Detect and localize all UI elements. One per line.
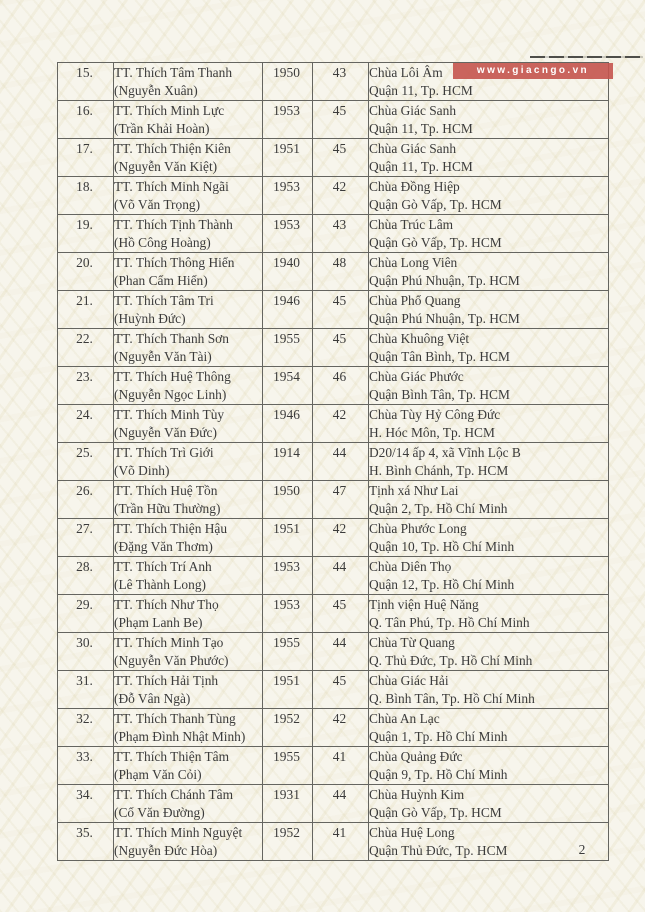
monk-name-cell — [114, 709, 263, 747]
count-cell: 45 — [313, 595, 369, 633]
count-cell: 42 — [313, 709, 369, 747]
count-cell: 45 — [313, 139, 369, 177]
monk-title-name: TT. Thích Minh Ngãi — [114, 179, 229, 194]
monk-title-name: TT. Thích Thiện Hậu — [114, 521, 228, 536]
row-number-cell: 34. — [58, 785, 114, 823]
birth-year-cell: 1953 — [263, 177, 313, 215]
monk-title-name: TT. Thích Tịnh Thành — [114, 217, 233, 232]
monk-birth-name: (Đỗ Vân Ngà) — [114, 690, 191, 706]
monk-title-name: TT. Thích Như Thọ — [114, 597, 219, 612]
monk-birth-name: (Nguyễn Xuân) — [114, 82, 198, 98]
table-row — [58, 367, 609, 405]
table-row — [58, 519, 609, 557]
temple-name: Chùa Tùy Hỷ Công Đức — [369, 407, 501, 422]
monk-birth-name: (Trần Khải Hoàn) — [114, 120, 210, 136]
monk-birth-name: (Phạm Văn Cỏi) — [114, 766, 202, 782]
temple-name: Chùa Giác Sanh — [369, 141, 457, 156]
row-number-cell: 22. — [58, 329, 114, 367]
monk-name-cell — [114, 481, 263, 519]
monk-birth-name: (Phan Cẩm Hiển) — [114, 272, 208, 288]
temple-district: Quận Gò Vấp, Tp. HCM — [369, 234, 502, 250]
table-row — [58, 709, 609, 747]
row-number-cell: 24. — [58, 405, 114, 443]
table-row — [58, 823, 609, 861]
temple-district: H. Bình Chánh, Tp. HCM — [369, 462, 509, 478]
monk-birth-name: (Hồ Công Hoàng) — [114, 234, 211, 250]
temple-district: Quận 1, Tp. Hồ Chí Minh — [369, 728, 508, 744]
temple-address-cell — [369, 595, 609, 633]
temple-name: Chùa Từ Quang — [369, 635, 455, 650]
monk-title-name: TT. Thích Trì Giới — [114, 445, 214, 460]
table-row — [58, 139, 609, 177]
temple-district: Quận 12, Tp. Hồ Chí Minh — [369, 576, 515, 592]
temple-address-cell — [369, 139, 609, 177]
monk-title-name: TT. Thích Tâm Tri — [114, 293, 214, 308]
temple-name: Chùa Khuông Việt — [369, 331, 470, 346]
temple-district: Quận 11, Tp. HCM — [369, 158, 473, 174]
table-row — [58, 253, 609, 291]
temple-name: Chùa Đồng Hiệp — [369, 179, 460, 194]
count-cell: 41 — [313, 747, 369, 785]
temple-district: Quận Tân Bình, Tp. HCM — [369, 348, 510, 364]
monk-title-name: TT. Thích Huệ Tồn — [114, 483, 218, 498]
monk-title-name: TT. Thích Thiện Tâm — [114, 749, 230, 764]
temple-address-cell — [369, 101, 609, 139]
temple-district: Quận 2, Tp. Hồ Chí Minh — [369, 500, 508, 516]
monk-birth-name: (Nguyễn Văn Kiệt) — [114, 158, 218, 174]
temple-district: Quận Phú Nhuận, Tp. HCM — [369, 272, 520, 288]
row-number-cell: 25. — [58, 443, 114, 481]
temple-name: Chùa Quảng Đức — [369, 749, 463, 764]
table-row — [58, 215, 609, 253]
birth-year-cell: 1955 — [263, 633, 313, 671]
temple-name: D20/14 ấp 4, xã Vĩnh Lộc B — [369, 445, 521, 460]
row-number-cell: 29. — [58, 595, 114, 633]
monk-birth-name: (Nguyễn Văn Đức) — [114, 424, 217, 440]
monk-birth-name: (Nguyễn Văn Phước) — [114, 652, 229, 668]
temple-name: Tịnh xá Như Lai — [369, 483, 459, 498]
row-number-cell: 23. — [58, 367, 114, 405]
row-number-cell: 31. — [58, 671, 114, 709]
count-cell: 44 — [313, 633, 369, 671]
count-cell: 45 — [313, 329, 369, 367]
monk-title-name: TT. Thích Thông Hiển — [114, 255, 235, 270]
monk-name-cell — [114, 443, 263, 481]
monk-title-name: TT. Thích Thiện Kiên — [114, 141, 231, 156]
row-number-cell: 21. — [58, 291, 114, 329]
temple-name: Chùa Long Viên — [369, 255, 458, 270]
birth-year-cell: 1951 — [263, 671, 313, 709]
count-cell: 41 — [313, 823, 369, 861]
monk-birth-name: (Lê Thành Long) — [114, 576, 206, 592]
count-cell: 45 — [313, 291, 369, 329]
row-number-cell: 30. — [58, 633, 114, 671]
temple-name: Chùa Phước Long — [369, 521, 467, 536]
birth-year-cell: 1950 — [263, 63, 313, 101]
count-cell: 44 — [313, 785, 369, 823]
table-row — [58, 785, 609, 823]
birth-year-cell: 1953 — [263, 215, 313, 253]
roster-table-body — [58, 63, 609, 861]
temple-address-cell — [369, 557, 609, 595]
birth-year-cell: 1954 — [263, 367, 313, 405]
monk-title-name: TT. Thích Thanh Sơn — [114, 331, 229, 346]
temple-address-cell — [369, 443, 609, 481]
birth-year-cell: 1955 — [263, 747, 313, 785]
temple-address-cell — [369, 671, 609, 709]
temple-address-cell — [369, 709, 609, 747]
row-number-cell: 33. — [58, 747, 114, 785]
temple-district: Quận Gò Vấp, Tp. HCM — [369, 196, 502, 212]
temple-address-cell — [369, 177, 609, 215]
table-row — [58, 291, 609, 329]
birth-year-cell: 1952 — [263, 709, 313, 747]
monk-name-cell — [114, 177, 263, 215]
monk-title-name: TT. Thích Huệ Thông — [114, 369, 231, 384]
birth-year-cell: 1953 — [263, 595, 313, 633]
temple-district: Quận 10, Tp. Hồ Chí Minh — [369, 538, 515, 554]
monk-title-name: TT. Thích Trí Anh — [114, 559, 212, 574]
monk-birth-name: (Đặng Văn Thơm) — [114, 538, 213, 554]
birth-year-cell: 1914 — [263, 443, 313, 481]
temple-name: Chùa Diên Thọ — [369, 559, 452, 574]
temple-district: Quận 11, Tp. HCM — [369, 120, 473, 136]
row-number-cell: 16. — [58, 101, 114, 139]
monk-title-name: TT. Thích Minh Lực — [114, 103, 225, 118]
monk-name-cell — [114, 785, 263, 823]
birth-year-cell: 1951 — [263, 519, 313, 557]
monk-birth-name: (Nguyễn Ngọc Linh) — [114, 386, 227, 402]
count-cell: 45 — [313, 101, 369, 139]
temple-district: Quận 11, Tp. HCM — [369, 82, 473, 98]
birth-year-cell: 1931 — [263, 785, 313, 823]
table-row — [58, 177, 609, 215]
monk-title-name: TT. Thích Minh Nguyệt — [114, 825, 243, 840]
monk-name-cell — [114, 595, 263, 633]
monk-name-cell — [114, 519, 263, 557]
monk-name-cell — [114, 633, 263, 671]
temple-district: Quận Bình Tân, Tp. HCM — [369, 386, 510, 402]
birth-year-cell: 1955 — [263, 329, 313, 367]
monk-name-cell — [114, 215, 263, 253]
table-row — [58, 671, 609, 709]
temple-address-cell — [369, 747, 609, 785]
table-row — [58, 329, 609, 367]
birth-year-cell: 1940 — [263, 253, 313, 291]
monk-name-cell — [114, 101, 263, 139]
monk-name-cell — [114, 139, 263, 177]
row-number-cell: 35. — [58, 823, 114, 861]
count-cell: 48 — [313, 253, 369, 291]
temple-name: Chùa Giác Sanh — [369, 103, 457, 118]
table-row — [58, 747, 609, 785]
table-row — [58, 101, 609, 139]
monk-birth-name: (Cổ Văn Đường) — [114, 804, 205, 820]
monk-birth-name: (Huỳnh Đức) — [114, 310, 186, 326]
monk-name-cell — [114, 367, 263, 405]
temple-district: Q. Bình Tân, Tp. Hồ Chí Minh — [369, 690, 535, 706]
temple-name: Chùa Huỳnh Kim — [369, 787, 465, 802]
temple-address-cell — [369, 329, 609, 367]
row-number-cell: 18. — [58, 177, 114, 215]
monk-birth-name: (Võ Dinh) — [114, 462, 170, 478]
temple-name: Chùa Trúc Lâm — [369, 217, 454, 232]
monk-birth-name: (Trần Hữu Thường) — [114, 500, 221, 516]
row-number-cell: 27. — [58, 519, 114, 557]
page-number: 2 — [578, 842, 586, 857]
monk-title-name: TT. Thích Chánh Tâm — [114, 787, 234, 802]
count-cell: 45 — [313, 671, 369, 709]
row-number-cell: 26. — [58, 481, 114, 519]
temple-district: Quận Thủ Đức, Tp. HCM — [369, 842, 508, 858]
temple-name: Chùa An Lạc — [369, 711, 440, 726]
count-cell: 43 — [313, 215, 369, 253]
count-cell: 42 — [313, 519, 369, 557]
count-cell: 43 — [313, 63, 369, 101]
scan-artifact-line — [530, 56, 643, 58]
monk-name-cell — [114, 291, 263, 329]
birth-year-cell: 1951 — [263, 139, 313, 177]
monk-birth-name: (Phạm Đình Nhật Minh) — [114, 728, 246, 744]
birth-year-cell: 1946 — [263, 405, 313, 443]
monk-name-cell — [114, 253, 263, 291]
count-cell: 47 — [313, 481, 369, 519]
monk-name-cell — [114, 329, 263, 367]
temple-address-cell — [369, 481, 609, 519]
monk-birth-name: (Phạm Lanh Be) — [114, 614, 203, 630]
temple-address-cell — [369, 785, 609, 823]
temple-name: Tịnh viện Huệ Năng — [369, 597, 479, 612]
temple-district: Q. Tân Phú, Tp. Hồ Chí Minh — [369, 614, 530, 630]
temple-name: Chùa Huệ Long — [369, 825, 455, 840]
row-number-cell: 17. — [58, 139, 114, 177]
temple-district: Quận Phú Nhuận, Tp. HCM — [369, 310, 520, 326]
monk-birth-name: (Nguyễn Văn Tài) — [114, 348, 212, 364]
count-cell: 42 — [313, 405, 369, 443]
table-row — [58, 633, 609, 671]
temple-address-cell — [369, 253, 609, 291]
monk-name-cell — [114, 405, 263, 443]
monk-name-cell — [114, 671, 263, 709]
monk-name-cell — [114, 63, 263, 101]
count-cell: 44 — [313, 443, 369, 481]
temple-name: Chùa Lôi Âm — [369, 65, 443, 80]
count-cell: 46 — [313, 367, 369, 405]
temple-name: Chùa Giác Hải — [369, 673, 449, 688]
temple-address-cell — [369, 519, 609, 557]
birth-year-cell: 1950 — [263, 481, 313, 519]
row-number-cell: 20. — [58, 253, 114, 291]
monk-name-cell — [114, 747, 263, 785]
row-number-cell: 15. — [58, 63, 114, 101]
birth-year-cell: 1952 — [263, 823, 313, 861]
row-number-cell: 28. — [58, 557, 114, 595]
temple-district: Quận Gò Vấp, Tp. HCM — [369, 804, 502, 820]
monk-title-name: TT. Thích Thanh Tùng — [114, 711, 236, 726]
monk-title-name: TT. Thích Minh Tạo — [114, 635, 224, 650]
temple-district: Q. Thủ Đức, Tp. Hồ Chí Minh — [369, 652, 533, 668]
temple-address-cell — [369, 291, 609, 329]
row-number-cell: 32. — [58, 709, 114, 747]
table-row — [58, 443, 609, 481]
monk-title-name: TT. Thích Tâm Thanh — [114, 65, 233, 80]
giacngo-watermark-badge: www.giacngo.vn — [453, 63, 613, 79]
count-cell: 44 — [313, 557, 369, 595]
monk-roster-table — [57, 62, 609, 861]
table-row — [58, 405, 609, 443]
monk-name-cell — [114, 557, 263, 595]
temple-name: Chùa Phổ Quang — [369, 293, 461, 308]
table-row — [58, 595, 609, 633]
temple-district: Quận 9, Tp. Hồ Chí Minh — [369, 766, 508, 782]
monk-birth-name: (Võ Văn Trọng) — [114, 196, 201, 212]
monk-birth-name: (Nguyễn Đức Hòa) — [114, 842, 218, 858]
birth-year-cell: 1953 — [263, 557, 313, 595]
temple-address-cell — [369, 405, 609, 443]
birth-year-cell: 1953 — [263, 101, 313, 139]
monk-title-name: TT. Thích Minh Tùy — [114, 407, 225, 422]
birth-year-cell: 1946 — [263, 291, 313, 329]
table-row — [58, 481, 609, 519]
count-cell: 42 — [313, 177, 369, 215]
temple-district: H. Hóc Môn, Tp. HCM — [369, 424, 495, 440]
temple-address-cell — [369, 367, 609, 405]
temple-address-cell — [369, 633, 609, 671]
row-number-cell: 19. — [58, 215, 114, 253]
monk-name-cell — [114, 823, 263, 861]
temple-address-cell — [369, 215, 609, 253]
monk-title-name: TT. Thích Hải Tịnh — [114, 673, 219, 688]
table-row — [58, 557, 609, 595]
temple-name: Chùa Giác Phước — [369, 369, 464, 384]
